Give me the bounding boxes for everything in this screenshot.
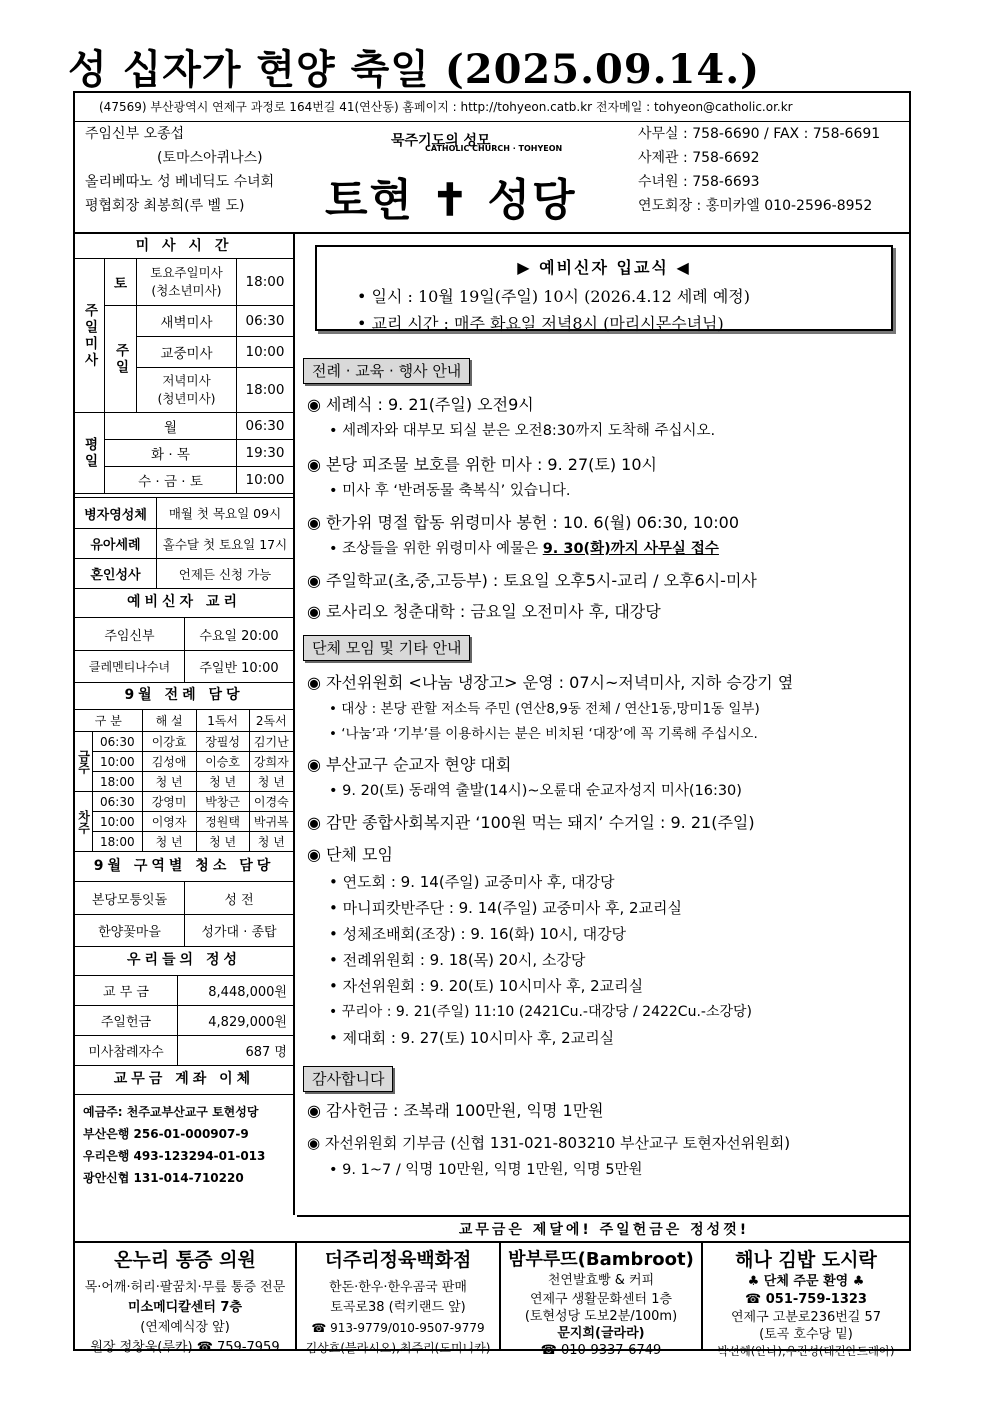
box-line: • 교리 시간 : 매주 화요일 저녁8시 (마리시몬수녀님) [357,314,724,333]
ad-gimbap [703,1243,909,1358]
liturgy-cell: 강영미 [142,792,196,812]
item-sunday-school: ◉ 주일학교(초,중,고등부) : 토요일 오후5시-교리 / 오후6시-미사 [307,571,757,590]
offering-value: 4,829,000원 [178,1006,294,1036]
liturgy-cell: 청 년 [196,772,249,792]
bank-title: 교무금 계좌 이체 [113,1071,255,1087]
liturgy-cell: 이경숙 [249,792,293,812]
liturgy-cell: 이승호 [196,752,249,772]
bank-account: 우리은행 493-123294-01-013 [83,1149,266,1163]
item-sub: • 미사 후 ‘반려동물 축복식’ 있습니다. [329,483,571,499]
liturgy-cell: 10:00 [93,812,143,832]
offering-name: 교 무 금 [75,976,178,1006]
liturgy-cell: 김기난 [249,732,293,752]
sacrament-value: 매월 첫 목요일 09시 [157,498,294,529]
mass-name: 저녁미사 [162,373,211,388]
catechumen-value: 주일반 10:00 [185,651,294,683]
item-charity-fridge: ◉ 자선위원회 <나눔 냉장고> 운영 : 07시~저녁미사, 지하 승강기 옆 [307,673,794,692]
mass-title-row [75,234,293,259]
ad-line: 토곡로38 (럭키랜드 앞) [330,1300,466,1315]
ad-line: (토현성당 도보2분/100m) [524,1309,678,1324]
weekday-time: 10:00 [237,467,294,494]
weekday-day: 수 · 금 · 토 [105,467,237,494]
ad-title: 더주리정육백화점 [324,1249,472,1271]
liturgy-cell: 장필성 [196,732,249,752]
sunday-mass-label: 주일미사 [75,259,105,413]
ad-line: 한돈·한우·한우곰국 판매 [329,1280,467,1295]
ad-butcher [297,1243,501,1355]
parish-logo: 토현 ✝ 성당 [325,175,577,226]
mass-name: 새벽미사 [137,306,237,337]
item-chuseok-mass: ◉ 한가위 명절 합동 위령미사 봉헌 : 10. 6(월) 06:30, 10:00 [307,513,740,532]
pastor: 주임신부 오종섭 [85,126,185,142]
liturgy-cell: 18:00 [93,772,143,792]
meeting-item: • 연도회 : 9. 14(주일) 교중미사 후, 대강당 [329,873,615,891]
liturgy-header: 구 분 [75,710,143,732]
liturgy-header: 1독서 [196,710,249,732]
bulletin-frame [73,91,911,1358]
logo-ring-text: CATHOLIC CHURCH · TOHYEON [425,144,563,153]
mass-sub: (청소년미사) [151,283,222,298]
liturgy-cell: 청 년 [249,832,293,852]
item-sub: • 9. 20(토) 동래역 출발(14시)~오륜대 순교자성지 미사(16:30) [329,783,742,799]
council-president: 평협회장 최봉희(루 벨 도) [85,198,245,214]
mass-time: 06:30 [237,306,294,337]
item-group-meetings: ◉ 단체 모임 [307,845,393,864]
item-sub-deadline: 9. 30(화)까지 사무실 접수 [542,541,719,557]
offering-title: 우리들의 정성 [126,952,242,968]
item-baptism: ◉ 세례식 : 9. 21(주일) 오전9시 [307,395,534,414]
bank-account: 광안신협 131-014-710220 [83,1171,244,1185]
ad-line: 미소메디칼센터 7층 [127,1300,243,1315]
ad-line: 연제구 생활문화센터 1층 [529,1292,673,1307]
liturgy-cell: 청 년 [142,832,196,852]
cleaning-name: 본당모퉁잇돌 [75,882,185,915]
liturgy-header: 2독서 [249,710,293,732]
week-label: 차주 [75,792,93,852]
liturgy-cell: 이영자 [142,812,196,832]
offering-reminder: 교무금은 제달에! 주일헌금은 정성껏! [297,1215,911,1243]
sacrament-value: 언제든 신청 가능 [157,559,294,589]
item-martyrs-rally: ◉ 부산교구 순교자 현양 대회 [307,755,512,774]
sun-label: 주일 [105,306,137,413]
box-line: • 일시 : 10월 19일(주일) 10시 (2026.4.12 세례 예정) [357,287,751,306]
item-sub: • 9. 1~7 / 익명 10만원, 익명 1만원, 익명 5만원 [329,1162,643,1178]
sacrament-value: 홀수달 첫 토요일 17시 [157,529,294,559]
ad-line: 목·어깨·허리·팔꿈치·무릎 통증 전문 [84,1280,286,1295]
mass-time: 18:00 [237,259,294,306]
item-sub [329,539,719,559]
weekday-label: 평일 [75,413,105,494]
meeting-item: • 전례위원회 : 9. 18(목) 20시, 소강당 [329,951,586,969]
cleaning-table [74,881,294,947]
mass-time: 10:00 [237,337,294,368]
liturgy-table [74,709,294,852]
liturgy-cell: 박귀복 [249,812,293,832]
ad-line: 천연발효빵 & 커피 [547,1273,655,1288]
item-sub: • ‘나눔’과 ‘기부’를 이용하시는 분은 비치된 ‘대장’에 꼭 기록해 주십시오. [329,726,758,742]
address-line: (47569) 부산광역시 연제구 과정로 164번길 41(연산동) 홈페이지 : http://tohyeon.catb.kr 전자메일 : tohyeon@catholic.or.kr [99,100,793,114]
offering-value: 687 명 [178,1036,294,1066]
item-sub: • 대상 : 본당 관할 저소득 주민 (연산8,9동 전체 / 연산1동,망미1동 일부) [329,701,760,717]
ad-title: 온누리 통증 의원 [114,1249,256,1271]
offering-name: 미사참례자수 [75,1036,178,1066]
offering-value: 8,448,000원 [178,976,294,1006]
ad-line: ☎ 913-9779/010-9507-9779 [311,1321,485,1335]
page-title: 성 십자가 현양 축일 (2025.09.14.) [68,46,761,93]
item-charity-donation: ◉ 자선위원회 기부금 (신협 131-021-803210 부산교구 토현자선위원회) [307,1134,791,1152]
week-label: 금주 [75,732,93,792]
offering-name: 주일헌금 [75,1006,178,1036]
weekday-day: 월 [105,413,237,440]
mass-table [74,258,294,494]
liturgy-cell: 강희자 [249,752,293,772]
sacrament-name: 혼인성사 [75,559,157,589]
liturgy-cell: 박창근 [196,792,249,812]
meeting-item: • 제대회 : 9. 27(토) 10시미사 후, 2교리실 [329,1029,615,1047]
liturgy-header: 해 설 [142,710,196,732]
rectory-phone: 사제관 : 758-6692 [638,150,760,166]
liturgy-cell: 청 년 [249,772,293,792]
liturgy-title: 9월 전례 담당 [124,687,244,703]
item-thanks-offering: ◉ 감사헌금 : 조복래 100만원, 익명 1만원 [307,1101,604,1120]
liturgy-cell: 청 년 [142,772,196,792]
ad-title: 밤부루뜨(Bambroot) [508,1249,694,1270]
ad-line: ☎ 051-759-1323 [745,1292,867,1307]
liturgy-cell: 10:00 [93,752,143,772]
ad-line: 문지희(글라라) [557,1326,645,1341]
ad-line: ☎ 010-9337-6749 [540,1343,662,1358]
ad-line: 김상효(블라시오),최주리(도미니카) [305,1341,491,1355]
catechumen-box [315,245,893,331]
item-creation-mass: ◉ 본당 피조물 보호를 위한 미사 : 9. 27(토) 10시 [307,455,657,474]
bank-holder: 예금주: 천주교부산교구 토현성당 [83,1105,259,1119]
weekday-day: 화 · 목 [105,440,237,467]
liturgy-cell: 청 년 [196,832,249,852]
item-sub: • 세례자와 대부모 되실 분은 오전8:30까지 도착해 주십시오. [329,423,716,439]
sat-label: 토 [105,259,137,306]
box-title: ▶ 예비신자 입교식 ◀ [517,258,691,277]
mass-name: 교중미사 [137,337,237,368]
ad-line: (연제예식장 앞) [140,1320,230,1335]
cleaning-name: 한양꽃마을 [75,915,185,947]
liturgy-cell: 06:30 [93,792,143,812]
mass-title: 미 사 시 간 [135,238,233,254]
mass-sub: (청년미사) [157,391,216,406]
sacrament-name: 유아세례 [75,529,157,559]
ad-line: (토곡 호수당 밑) [759,1327,853,1342]
liturgy-cell: 김성애 [142,752,196,772]
cleaning-title: 9월 구역별 청소 담당 [93,858,275,874]
office-phone: 사무실 : 758-6690 / FAX : 758-6691 [638,126,881,142]
bank-account: 부산은행 256-01-000907-9 [83,1127,249,1141]
weekday-time: 19:30 [237,440,294,467]
catechumen-name: 주임신부 [75,618,185,651]
ad-title: 해나 김밥 도시락 [735,1249,877,1271]
liturgy-cell: 06:30 [93,732,143,752]
bank-info [83,1101,265,1189]
ad-line: 원장 정창욱(루카) ☎ 759-7959 [90,1340,280,1355]
section-head-liturgy: 전례 · 교육 · 행사 안내 [303,358,470,384]
catechumen-value: 수요일 20:00 [185,618,294,651]
ads-row [75,1215,909,1358]
liturgy-cell: 18:00 [93,832,143,852]
yeondo-leader: 연도회장 : 홍미카엘 010-2596-8952 [638,198,873,214]
ad-line: 연제구 고분로236번길 57 [730,1310,882,1325]
right-column [297,234,911,1215]
ad-line: 박선혜(안나),우진성(대건안드레아) [717,1344,895,1358]
meeting-item: • 성체조배회(조장) : 9. 16(화) 10시, 대강당 [329,925,627,943]
liturgy-cell: 이강효 [142,732,196,752]
ad-line: ♣ 단체 주문 환영 ♣ [747,1274,865,1289]
logo-subtitle: 묵주기도의 성모 [391,133,491,149]
meeting-item: • 꾸리아 : 9. 21(주일) 11:10 (2421Cu.-대강당 / 2422Cu.-소강당) [329,1004,752,1020]
cleaning-value: 성 전 [185,882,294,915]
convent-phone: 수녀원 : 758-6693 [638,174,760,190]
left-column [75,234,295,1215]
offering-table [74,975,294,1066]
section-head-groups: 단체 모임 및 기타 안내 [303,635,470,661]
mass-time: 18:00 [237,368,294,413]
item-sub-text: • 조상들을 위한 위령미사 예물은 [329,541,543,557]
meeting-item: • 자선위원회 : 9. 20(토) 10시미사 후, 2교리실 [329,977,644,995]
liturgy-cell: 정원택 [196,812,249,832]
pastor-baptismal: (토마스아퀴나스) [157,150,263,166]
sacrament-name: 병자영성체 [75,498,157,529]
cleaning-value: 성가대 · 종탑 [185,915,294,947]
section-head-thanks: 감사합니다 [303,1066,393,1092]
item-piggy-bank: ◉ 감만 종합사회복지관 ‘100원 먹는 돼지’ 수거일 : 9. 21(주일) [307,813,755,832]
sisters: 올리베따노 성 베네딕도 수녀회 [85,174,275,190]
item-rosary-college: ◉ 로사리오 청춘대학 : 금요일 오전미사 후, 대강당 [307,602,661,621]
ad-clinic [75,1243,297,1355]
weekday-time: 06:30 [237,413,294,440]
meeting-item: • 마니피캇반주단 : 9. 14(주일) 교중미사 후, 2교리실 [329,899,683,917]
mass-name: 토요주일미사 [150,265,223,280]
parish-header [75,122,909,234]
ad-bakery [501,1243,703,1358]
sacrament-table [74,497,294,589]
catechumen-title: 예비신자 교리 [126,594,242,610]
catechumen-name: 클레멘티나수녀 [75,651,185,683]
catechumen-table [74,617,294,683]
